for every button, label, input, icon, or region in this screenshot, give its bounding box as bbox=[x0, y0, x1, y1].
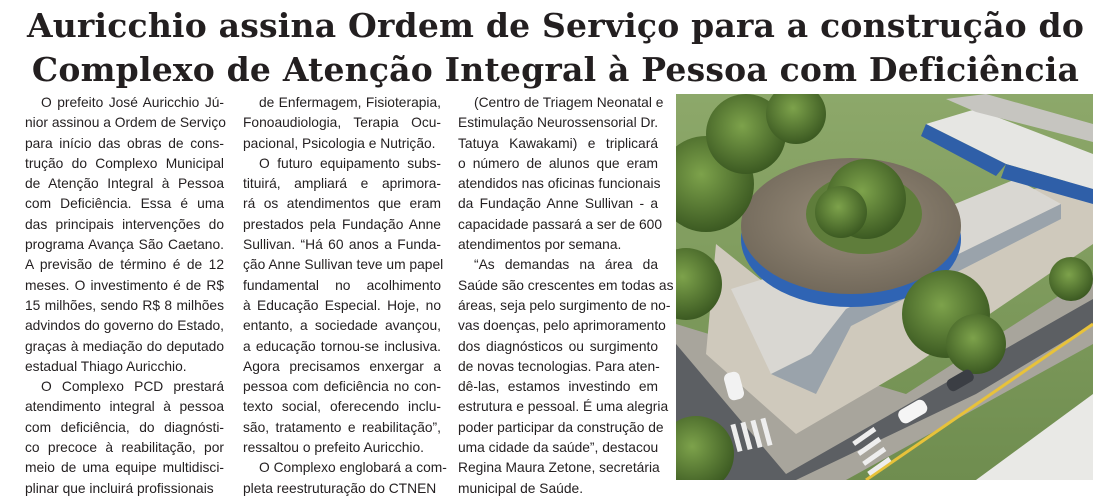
article-line: de Enfermagem, Fisioterapia, bbox=[259, 95, 441, 110]
article-line: a educação tornou-se inclusiva. bbox=[243, 338, 441, 354]
article-line: tituirá, ampliará e aprimora- bbox=[243, 176, 441, 192]
article-line: de Atenção Integral à Pessoa bbox=[25, 176, 224, 192]
headline-line-1: Auricchio assina Ordem de Serviço para a construção do bbox=[26, 6, 1085, 45]
article-line: Saúde são crescentes em todas as bbox=[458, 277, 674, 293]
article-line: 15 milhões, sendo R$ 8 milhões bbox=[25, 297, 224, 313]
article-line: dê-las, estamos investindo em bbox=[458, 379, 658, 395]
article-line: Regina Maura Zetone, secretária bbox=[458, 460, 660, 476]
article-line: atendidos nas oficinas funcionais bbox=[458, 176, 661, 192]
article-line: ção Anne Sullivan teve um papel bbox=[243, 257, 444, 273]
article-line: capacidade passará a ser de 600 bbox=[458, 216, 663, 232]
article-line: texto social, oferecendo inclu- bbox=[243, 399, 441, 415]
headline bbox=[0, 4, 1111, 92]
article-line: entanto, a sociedade avançou, bbox=[243, 318, 441, 334]
article-line: “As demandas na área da bbox=[474, 257, 658, 273]
article-line: municipal de Saúde. bbox=[458, 480, 584, 496]
article-line: áreas, seja pelo surgimento de no- bbox=[458, 297, 671, 313]
article-line: Agora precisamos enxergar a bbox=[243, 358, 441, 374]
article-line: das principais intervenções do bbox=[25, 216, 224, 232]
article-line: A previsão de término é de 12 bbox=[25, 257, 224, 273]
article-line: trução do Complexo Municipal bbox=[25, 155, 224, 171]
article-line: dos diagnósticos ou surgimento bbox=[458, 338, 658, 354]
article-line: estrutura e pessoal. É uma alegria bbox=[458, 399, 669, 415]
article-line: O Complexo PCD prestará bbox=[41, 379, 224, 395]
article-line: com deficiência, do diagnósti- bbox=[25, 419, 224, 435]
article-line: o número de alunos que eram bbox=[458, 155, 658, 171]
article-line: à Educação Especial. Hoje, no bbox=[243, 297, 441, 313]
article-column-1 bbox=[25, 93, 224, 499]
article-line: co precoce à reabilitação, por bbox=[25, 440, 224, 456]
article-line: atendimentos por semana. bbox=[458, 237, 622, 253]
article-line: com Deficiência. Essa é uma bbox=[25, 196, 224, 212]
article-line: nior assinou a Ordem de Serviço bbox=[25, 115, 226, 131]
article-line: advindos do governo do Estado, bbox=[25, 318, 224, 334]
article-line: programa Avança São Caetano. bbox=[25, 237, 224, 253]
article-line: Estimulação Neurossensorial Dr. bbox=[458, 115, 659, 131]
article-line: Fonoaudiologia, Terapia Ocu- bbox=[243, 115, 441, 131]
article-line: pessoa com deficiência no con- bbox=[243, 379, 441, 395]
article-line: graças à mediação do deputado bbox=[25, 338, 224, 354]
article-line: são, tratamento e reabilitação”, bbox=[243, 419, 441, 435]
article-line: estadual Thiago Auricchio. bbox=[25, 358, 187, 374]
article-line: (Centro de Triagem Neonatal e bbox=[474, 95, 664, 110]
article-line: pleta reestruturação do CTNEN bbox=[243, 480, 437, 496]
article-line: O prefeito José Auricchio Jú- bbox=[41, 95, 224, 110]
article-line: prestados pela Fundação Anne bbox=[243, 216, 441, 232]
headline-line-2: Complexo de Atenção Integral à Pessoa com Deficiência bbox=[31, 50, 1080, 89]
article-line: atendimento integral à pessoa bbox=[25, 399, 224, 415]
article-line: rá os atendimentos que eram bbox=[243, 196, 441, 212]
article-line: de novas tecnologias. Para aten- bbox=[458, 358, 660, 374]
complex-rendering-image bbox=[676, 94, 1093, 480]
article-column-2 bbox=[243, 93, 447, 499]
article-line: vas doenças, pelo aprimoramento bbox=[458, 318, 666, 334]
article-line: pacional, Psicologia e Nutrição. bbox=[243, 135, 436, 151]
article-line: O futuro equipamento subs- bbox=[259, 155, 441, 171]
article-line: O Complexo englobará a com- bbox=[259, 460, 447, 476]
article-line: para início das obras de cons- bbox=[25, 135, 224, 151]
article-line: ressaltou o prefeito Auricchio. bbox=[243, 440, 424, 456]
article-line: Tatuya Kawakami) e triplicará bbox=[458, 135, 658, 151]
article-line: uma cidade da saúde”, destacou bbox=[458, 440, 659, 456]
article-line: meses. O investimento é de R$ bbox=[25, 277, 224, 293]
article-line: da Fundação Anne Sullivan - a bbox=[458, 196, 658, 212]
article-line: fundamental no acolhimento bbox=[243, 277, 441, 293]
article-column-3 bbox=[458, 93, 674, 499]
article-line: poder participar da construção de bbox=[458, 419, 664, 435]
article-line: Sullivan. “Há 60 anos a Funda- bbox=[243, 237, 441, 253]
article-line: plinar que incluirá profissionais bbox=[25, 480, 214, 496]
article-line: meio de uma equipe multidisci- bbox=[25, 460, 224, 476]
